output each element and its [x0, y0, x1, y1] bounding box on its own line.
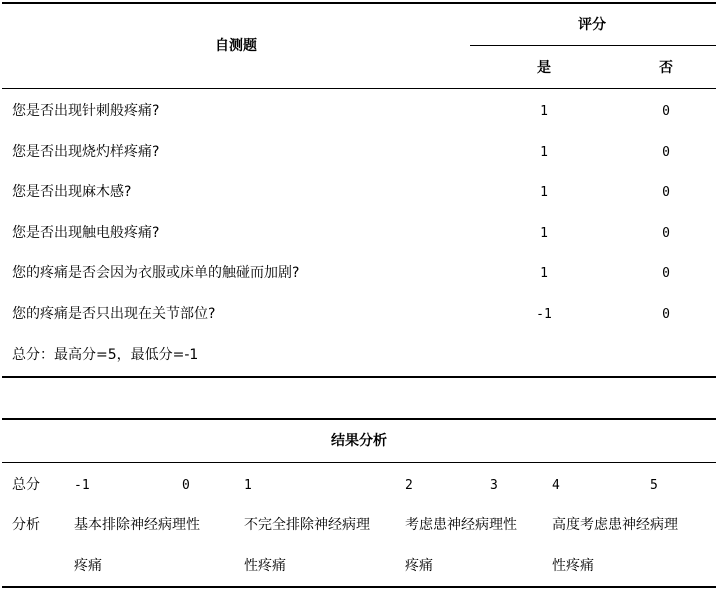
score-row-label: 总分	[12, 477, 40, 493]
score-value: -1	[74, 478, 90, 493]
score-value: 4	[552, 478, 560, 493]
total-score-note: 总分：最高分=5，最低分=-1	[12, 347, 199, 363]
analysis-row-label: 分析	[12, 517, 40, 533]
yes-score: 1	[540, 226, 548, 241]
question-text: 您的疼痛是否只出现在关节部位?	[12, 306, 216, 322]
table1-bottom-rule	[2, 376, 716, 378]
yes-column-header: 是	[537, 60, 551, 76]
score-value: 3	[490, 478, 498, 493]
question-column-header: 自测题	[215, 38, 257, 54]
no-column-header: 否	[659, 60, 673, 76]
table2-bottom-rule	[2, 586, 716, 588]
yes-score: 1	[540, 104, 548, 119]
score-value: 1	[244, 478, 252, 493]
table1-top-rule	[2, 2, 716, 4]
score-value: 5	[650, 478, 658, 493]
no-score: 0	[662, 266, 670, 281]
question-text: 您是否出现触电般疼痛?	[12, 225, 160, 241]
yes-score: 1	[540, 266, 548, 281]
result-line: 疼痛	[405, 558, 433, 574]
no-score: 0	[662, 226, 670, 241]
result-line: 高度考虑患神经病理	[552, 517, 678, 533]
no-score: 0	[662, 307, 670, 322]
result-line: 基本排除神经病理性	[74, 517, 200, 533]
result-line: 考虑患神经病理性	[405, 517, 517, 533]
result-line: 疼痛	[74, 558, 102, 574]
result-analysis-title: 结果分析	[331, 433, 387, 449]
table2-header-rule	[2, 462, 716, 463]
table1-header-rule	[2, 88, 716, 89]
result-line: 性疼痛	[552, 558, 594, 574]
question-text: 您是否出现烧灼样疼痛?	[12, 144, 160, 160]
result-line: 性疼痛	[244, 558, 286, 574]
yes-score: 1	[540, 145, 548, 160]
question-text: 您是否出现针刺般疼痛?	[12, 103, 160, 119]
no-score: 0	[662, 145, 670, 160]
table2-top-rule	[2, 418, 716, 420]
yes-score: 1	[540, 185, 548, 200]
no-score: 0	[662, 185, 670, 200]
question-text: 您的疼痛是否会因为衣服或床单的触碰而加剧?	[12, 265, 300, 281]
question-text: 您是否出现麻木感?	[12, 184, 132, 200]
score-value: 0	[182, 478, 190, 493]
score-column-header: 评分	[578, 17, 606, 33]
score-value: 2	[405, 478, 413, 493]
score-header-rule	[470, 45, 716, 46]
yes-score: -1	[536, 307, 552, 322]
no-score: 0	[662, 104, 670, 119]
result-line: 不完全排除神经病理	[244, 517, 370, 533]
